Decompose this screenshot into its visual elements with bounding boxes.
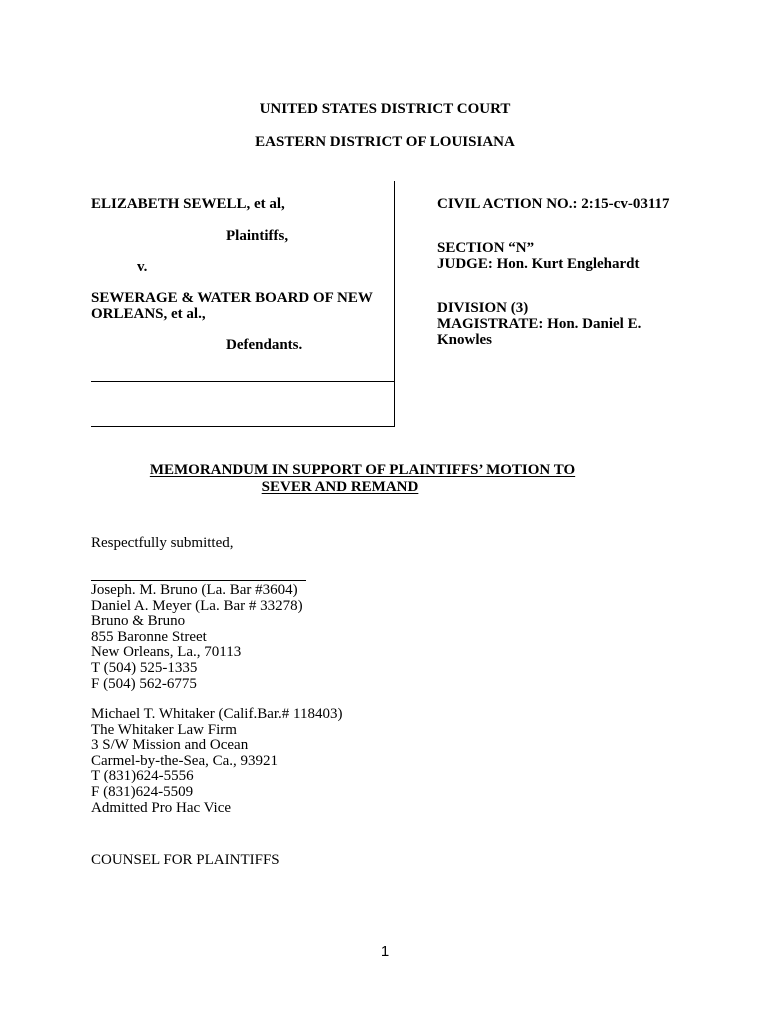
counsel-line: Michael T. Whitaker (Calif.Bar.# 118403) <box>91 706 343 722</box>
page-number: 1 <box>380 943 390 960</box>
caption-vertical-rule <box>394 181 395 426</box>
defendant-role: Defendants. <box>226 337 303 353</box>
plaintiff-name: ELIZABETH SEWELL, et al, <box>91 196 285 212</box>
counsel-block-bruno <box>91 583 303 692</box>
plaintiff-role: Plaintiffs, <box>226 228 289 244</box>
district-name: EASTERN DISTRICT OF LOUISIANA <box>255 134 515 150</box>
counsel-line: F (504) 562-6775 <box>91 675 197 692</box>
caption-rule-top <box>91 381 394 382</box>
counsel-line: 3 S/W Mission and Ocean <box>91 737 249 754</box>
counsel-line: T (504) 525-1335 <box>91 659 198 676</box>
counsel-line: New Orleans, La., 70113 <box>91 644 242 661</box>
civil-action-number: CIVIL ACTION NO.: 2:15-cv-03117 <box>437 196 670 212</box>
counsel-line: T (831)624-5556 <box>91 768 194 785</box>
closing-text: Respectfully submitted, <box>91 535 234 551</box>
signature-line <box>91 580 306 581</box>
counsel-line: Bruno & Bruno <box>91 613 186 630</box>
section: SECTION “N” <box>437 240 535 256</box>
magistrate-line2: Knowles <box>437 332 493 348</box>
counsel-line: Joseph. M. Bruno (La. Bar #3604) <box>91 582 298 598</box>
counsel-line: F (831)624-5509 <box>91 783 194 800</box>
counsel-line: The Whitaker Law Firm <box>91 721 237 738</box>
defendant-line2: ORLEANS, et al., <box>91 306 206 322</box>
division: DIVISION (3) <box>437 300 529 316</box>
counsel-block-whitaker <box>91 707 342 816</box>
counsel-line: Daniel A. Meyer (La. Bar # 33278) <box>91 597 303 614</box>
judge: JUDGE: Hon. Kurt Englehardt <box>437 256 640 272</box>
counsel-label: COUNSEL FOR PLAINTIFFS <box>91 852 280 868</box>
magistrate-line1: MAGISTRATE: Hon. Daniel E. <box>437 316 642 332</box>
counsel-line: Admitted Pro Hac Vice <box>91 799 232 816</box>
document-title-line1: MEMORANDUM IN SUPPORT OF PLAINTIFFS’ MOTION TO <box>149 462 576 478</box>
counsel-line: 855 Baronne Street <box>91 628 207 645</box>
counsel-line: Carmel-by-the-Sea, Ca., 93921 <box>91 752 279 769</box>
versus: v. <box>137 259 148 275</box>
document-title-line2: SEVER AND REMAND <box>261 479 419 495</box>
defendant-line1: SEWERAGE & WATER BOARD OF NEW <box>91 290 373 306</box>
court-name: UNITED STATES DISTRICT COURT <box>259 101 511 117</box>
caption-rule-bottom <box>91 426 395 427</box>
